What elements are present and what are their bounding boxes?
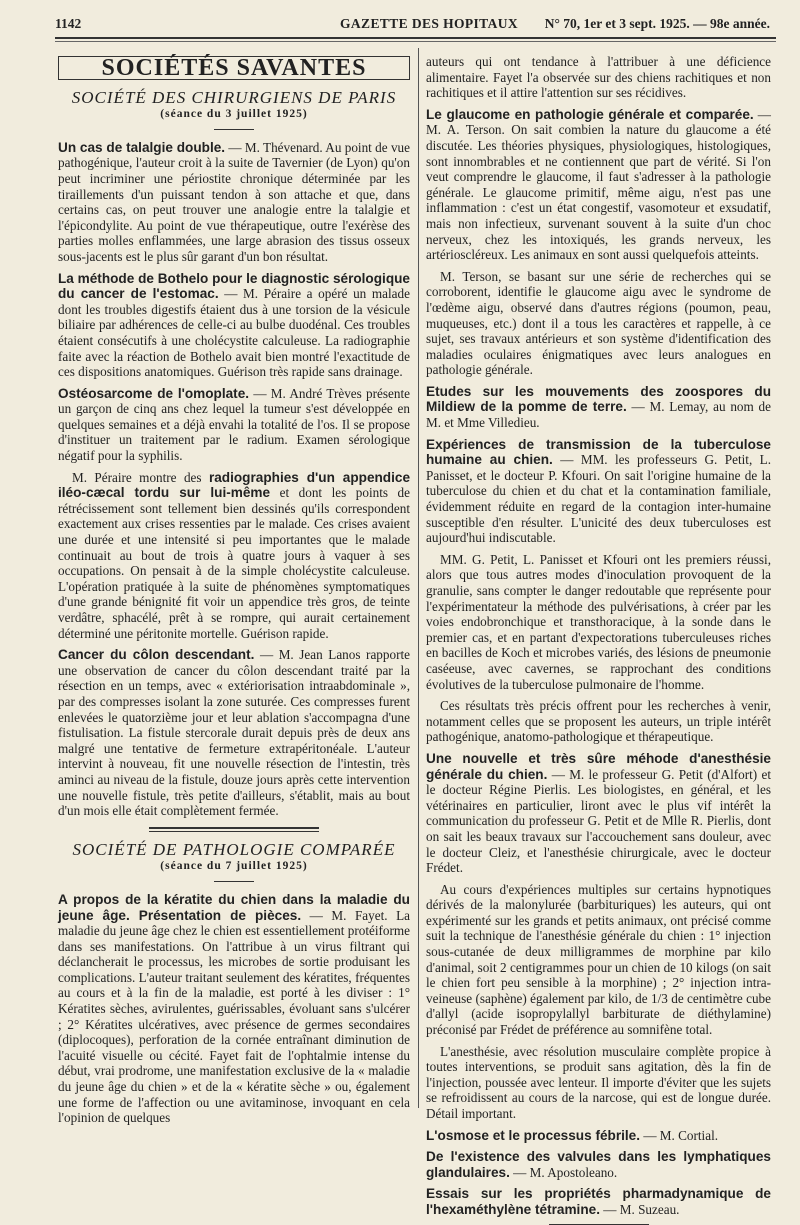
article-body: et dont les points de rétrécissement sont tellement bien dessinés qu'ils correspondent exactement aux crises ressenties par le malade. Ces crises avaient une durée et une intensité si peu importantes que le malade continuait au bout de trois à quatre jours à vaquer à ses occupations. On pensait à de la simple cholécystite calculeuse. L'opération pratiquée à la suite de phénomènes symptomatiques d'une grande bénignité fit voir un appendice très gros, de teinte verdâtre, sphacélé, prêt à se rompre, qui aurait certainement déterminé une péritonite mortelle. Guérison rapide. (58, 485, 410, 641)
left-column (58, 54, 410, 1132)
article (58, 386, 410, 464)
article (426, 1186, 771, 1217)
article (426, 698, 771, 745)
article-title: Le glaucome en pathologie générale et comparée. (426, 106, 754, 122)
article-body: — M. Fayet. La maladie du jeune âge chez le chien est essentiellement protéiforme dans ses manifestations. On l'attribue à un virus filtrant qui déclancherait le processus, les microbes de sortie produisant les complications. L'auteur traitant seulement des kératites, fréquentes au cours et à la fin de la maladie, est porté à les diviser : 1° Kératites sèches, avirulentes, guérissables, évoluant sans s'ulcérer ; 2° Kératites ulcératives, avec présence de germes secondaires (diplocoques), perforation de la cornée entraînant diminution de l'acuité visuelle ou cécité. Fayet fait de l'ophtalmie intense du début, vrai prodrome, une manifestation exclusive de la « maladie du jeune âge du chien » et de la « kératite sèche » ou, également une forme de l'affection ou une avitaminose, invoquant en cela l'opinion de quelques (58, 907, 410, 1126)
society-title: SOCIÉTÉ DES CHIRURGIENS DE PARIS (71, 87, 397, 107)
section-heading: SOCIÉTÉS SAVANTES (58, 56, 410, 80)
article (58, 892, 410, 1126)
article-body: — M. A. Terson. On sait combien la nature du glaucome a été discutée. Les théories physiques, physiologiques, histologiques, sont innombrables et ne contiennent que part de vérité. Si l'on veut comprendre le glaucome, il faut s'adresser à la pathologie générale. Le glaucome primitif, même aigu, n'est pas une inflammation : c'est un état congestif, vasomoteur et exsudatif, mais non infectieux, survenant souvent à la suite d'un choc nerveux, chez les intoxiqués, les grands nerveux, les artérioscléreux. Les animaux en sont aussi quelquefois atteints. (426, 106, 771, 263)
article-title: Une nouvelle et très sûre méhode d'anesthésie générale du chien. (426, 750, 771, 782)
end-divider (549, 1224, 649, 1225)
article (58, 271, 410, 380)
article (426, 437, 771, 546)
divider (214, 129, 254, 130)
journal-title: GAZETTE DES HOPITAUX (340, 16, 519, 31)
article-title: Etudes sur les mouvements des zoospores du Mildiew de la pomme de terre. (426, 383, 771, 415)
article-title: radiographies d'un appendice iléo-cæcal tordu sur lui-même (58, 469, 411, 501)
article-title: L'osmose et le processus fébrile. (426, 1127, 641, 1143)
article (426, 269, 771, 378)
article-body: — M. Apostoleano. (509, 1164, 618, 1180)
seance-date: (séance du 7 juillet 1925) (160, 860, 308, 873)
article-body: — M. Thévenard. Au point de vue pathogénique, l'auteur croit à la suite de Tavernier (de Lyon) qu'on peut incriminer une périostite chronique déterminée par les tiraillements d'un puissant tendon à son attache et que, dans certains cas, on peut trouver une analogie entre la talalgie et l'épicondylite. Au point de vue thérapeutique, outre l'exérèse des parties molles enflammées, une large abrasion des tissus osseux sous-jacents est le plus sûr garant d'un bon résultat. (58, 139, 410, 264)
issue-info: N° 70, 1er et 3 sept. 1925. — 98e année. (544, 16, 770, 31)
article (58, 140, 410, 265)
divider (214, 881, 254, 882)
article-body: MM. G. Petit, L. Panisset et Kfouri ont les premiers réussi, alors que tous autres modes d'inoculation provoquent de la granulie, sans compter le danger redoutable que représente pour l'expérimentateur la méthode des pulvérisations, à créer par les voies endobronchique et transthoracique, à la sonde dans le premier cas, et en partant d'expectorations tuberculeuses riches en bacilles de Koch et microbes variés, des lésions de pneumonie caséeuse, avec cavernes, se rapprochant des conditions évolutives de la tuberculose pulmonaire de l'homme. (426, 551, 771, 692)
ornamental-divider (149, 827, 319, 832)
article-body: — M. Suzeau. (599, 1201, 680, 1217)
article (426, 882, 771, 1038)
article (426, 107, 771, 263)
running-head (55, 12, 770, 38)
article-body: — M. le professeur G. Petit (d'Alfort) et le docteur Régine Pierlis. Les biologistes, en général, et les vétérinaires en particulier, liront avec le plus vif intérêt la communication du professeur G. Petit et de Mlle R. Pierlis, dont on sait les beaux travaux sur l'accouchement sans douleur, avec le docteur Cleiz, et l'anesthésie chirurgicale, avec le docteur Frédet. (426, 766, 772, 876)
article-title: Ostéosarcome de l'omoplate. (58, 385, 250, 401)
article-body: — M. Lemay, au nom de M. et Mme Villedieu. (426, 399, 771, 431)
article-title: De l'existence des valvules dans les lymphatiques glandulaires. (426, 1149, 771, 1180)
article-title: Expériences de transmission de la tuberculose humaine au chien. (426, 436, 771, 468)
article-body: L'anesthésie, avec résolution musculaire complète propice à toutes interventions, se produit sans agitation, dès la fin de l'injection, poussée avec lenteur. Il importe d'éviter que les sujets se refroidissent au cours de la narcose, qui est de longue durée. Détail important. (426, 1043, 771, 1121)
page-number: 1142 (55, 16, 82, 31)
article (58, 647, 410, 819)
article-body: — M. Jean Lanos rapporte une observation de cancer du côlon descendant traité par la résection en un temps, avec « extériorisation intraabdominale », par des compresses isolant la zone suturée. Ces compresses furent enlevées le quatorzième jour et leur ablation s'accompagna d'une fistulisation. La fistule stercorale durait depuis près de deux ans malgré une tentative de fermeture extrapéritonéale. L'auteur intervint à nouveau, fit une nouvelle résection de l'intestin, très aminci au niveau de la fistule, douze jours après cette intervention une nouvelle fistule, très petite d'ailleurs, s'établit, mais au bout d'un mois elle était complètement fermée. (58, 647, 410, 819)
article-body: M. Terson, se basant sur une série de recherches qui se corroborent, identifie le glaucome aigu avec le syndrome de l'œdème aigu, observé dans d'autres régions (poumon, peau, muqueuses, etc.) dont il a tous les caractères et rappelle, à ce sujet, ses travaux antérieurs et son système d'identification des maladies oculaires énigmatiques avec leurs analogues en pathologie générale. (426, 268, 771, 378)
society-title: SOCIÉTÉ DE PATHOLOGIE COMPARÉE (72, 839, 396, 859)
article (426, 751, 771, 876)
column-divider (418, 48, 419, 1108)
article (426, 1149, 771, 1180)
article-continuation: auteurs qui ont tendance à l'attribuer à une déficience alimentaire. Fayet l'a observée sur des chiens rachitiques et non rachitiques et il attire l'attention sur ses récidives. (426, 54, 771, 101)
article-body: — MM. les professeurs G. Petit, L. Panisset, et le docteur P. Kfouri. On sait l'origine humaine de la tuberculose du chien et du chat et la contamination familiale, évidemment réduite en regard de la contagion inter-humaine susceptible d'en résulter. L'unicité des deux tuberculoses est aujourd'hui indiscutable. (426, 452, 772, 546)
article (426, 1044, 771, 1122)
article-title: Un cas de talalgie double. (58, 139, 226, 155)
article (58, 470, 410, 642)
seance-date: (séance du 3 juillet 1925) (160, 108, 308, 121)
article-title: La méthode de Bothelo pour le diagnostic sérologique du cancer de l'estomac. (58, 270, 410, 302)
article-title: A propos de la kératite du chien dans la maladie du jeune âge. Présentation de pièces. (58, 891, 410, 923)
right-column (426, 54, 771, 1225)
article-lead: M. Péraire montre des (72, 469, 209, 485)
article-body: — M. Cortial. (640, 1127, 719, 1143)
article-title: Essais sur les propriétés pharmadynamique de l'hexaméthylène tétramine. (426, 1186, 771, 1217)
article-body: Ces résultats très précis offrent pour les recherches à venir, notamment celles que se proposent les auteurs, un triple intérêt pathogénique, anatomo-pathologique et thérapeutique. (426, 698, 771, 745)
article-body: — M. André Trèves présente un garçon de cinq ans chez lequel la tumeur s'est développée en quelques semaines et a déjà envahi la totalité de l'os. Il se propose d'instituer un traitement par le radium. Examen sérologique négatif pour la syphilis. (58, 385, 410, 464)
article-title: Cancer du côlon descendant. (58, 647, 255, 663)
header-rule-thin (55, 41, 776, 42)
article-body: — M. Péraire a opéré un malade dont les troubles digestifs étaient dus à une torsion de la vésicule biliaire par adhérences de celle-ci au bulbe duodénal. Ces troubles étaient consécutifs à une cholécystite calculeuse. La radiographie faite avec la réaction de Bothelo avait bien montré l'exactitude de ces dispositions anatomiques. Guérison très rapide sans drainage. (58, 286, 410, 380)
header-rule (55, 37, 776, 39)
article (426, 1128, 771, 1144)
article (426, 384, 771, 431)
article-body: Au cours d'expériences multiples sur certains hypnotiques dérivés de la malonylurée (barbituriques) les auteurs, qui ont expérimenté sur les grands et petits animaux, ont précisé comme suit la technique de l'anesthésie générale du chien : 1° injection sous-cutanée de deux milligrammes de morphine par kilo d'animal, soit 2 centigrammes pour un chien de 10 kilogs (on sait le chien fort peu sensible à la morphine) ; 2° injection intra-veineuse (saphène) également par kilo, de 1/3 de centimètre cube d'allyl (acide isopropylallyl barbiturate de diéthylamine) préconisé par Frédet de préférence au somnifène total. (426, 881, 771, 1038)
article (426, 552, 771, 692)
right-articles (426, 107, 771, 1218)
